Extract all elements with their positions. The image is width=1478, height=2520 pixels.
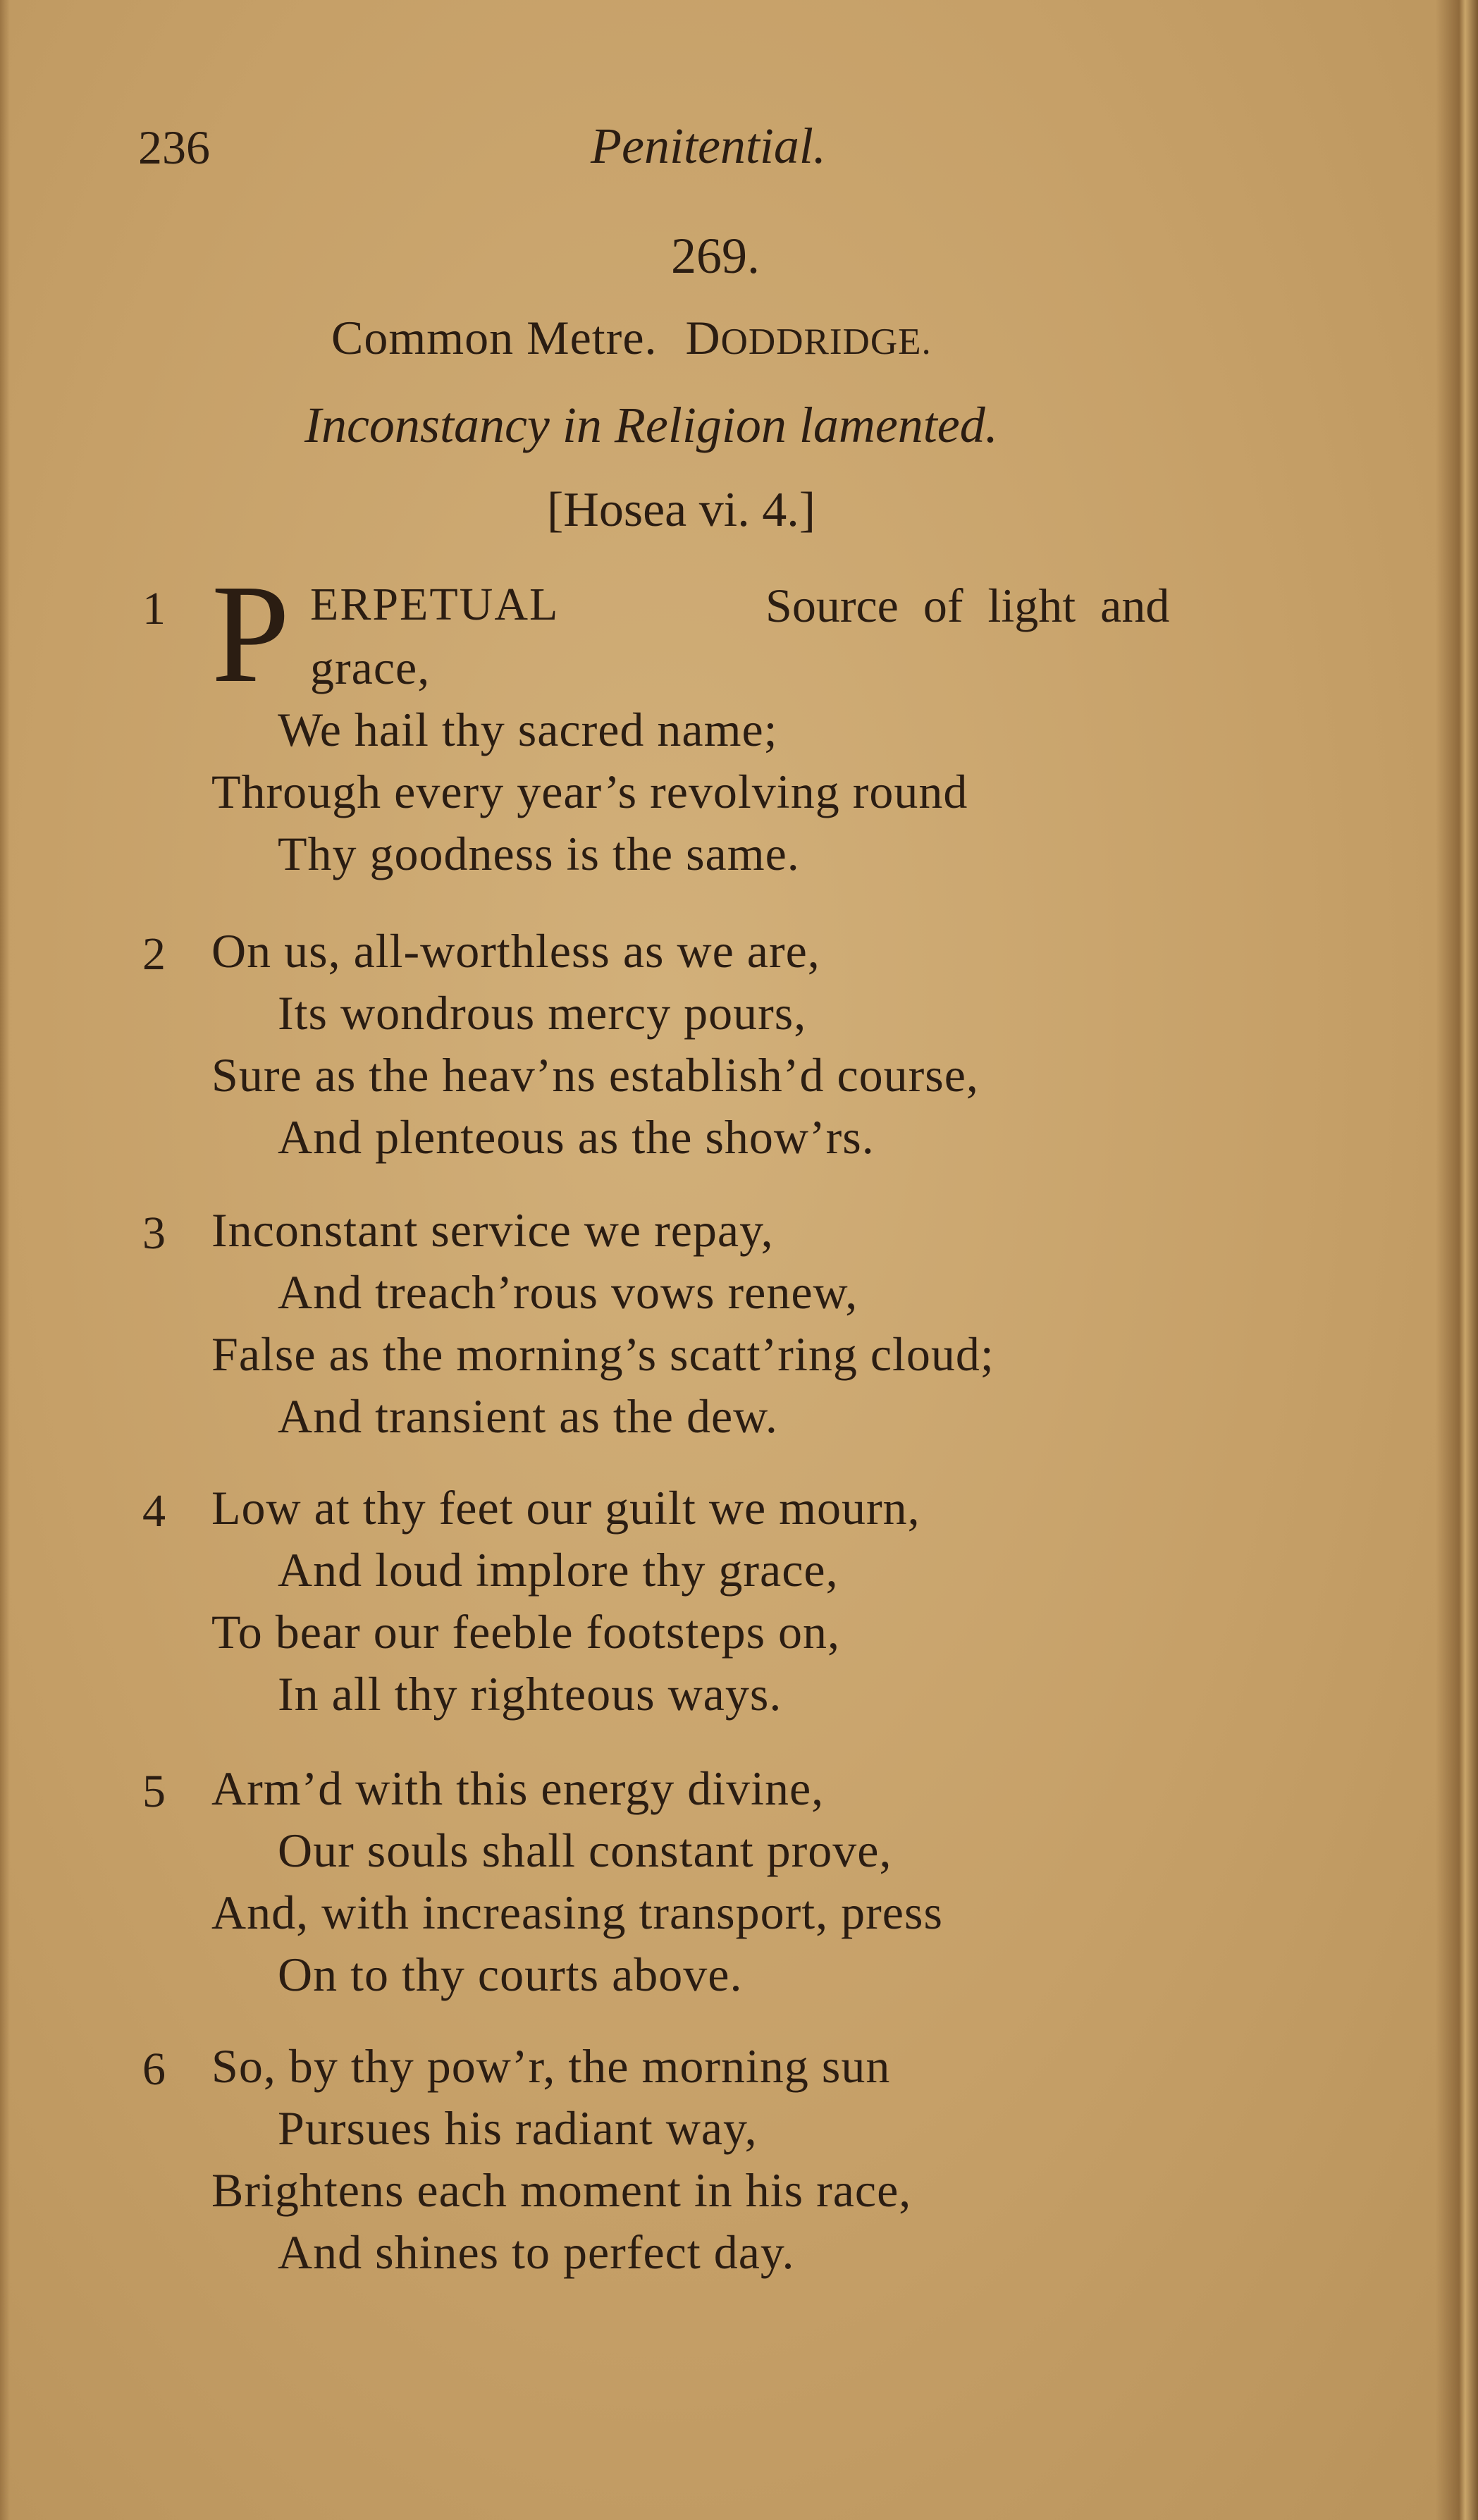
- metre: Common Metre.: [331, 311, 658, 364]
- verse-line: Inconstant service we repay,: [211, 1203, 774, 1257]
- page-number: 236: [138, 121, 210, 174]
- verse-line: And plenteous as the show’rs.: [278, 1110, 875, 1164]
- verse-line: Thy goodness is the same.: [278, 827, 800, 880]
- verse-number: 6: [142, 2043, 166, 2095]
- scripture-reference: [Hosea vi. 4.]: [547, 483, 816, 537]
- verse-line: Pursues his radiant way,: [278, 2101, 758, 2155]
- verse-line: In all thy righteous ways.: [278, 1667, 782, 1721]
- verse-number: 4: [142, 1485, 166, 1537]
- hymn-subject: Inconstancy in Religion lamented.: [304, 397, 998, 453]
- verse-line: Its wondrous mercy pours,: [278, 986, 807, 1040]
- verse-number: 1: [142, 583, 166, 634]
- verse-line: Brightens each moment in his race,: [211, 2163, 912, 2217]
- verse-line: And loud implore thy grace,: [278, 1543, 839, 1597]
- author: [686, 311, 932, 364]
- verse-first-word: ERPETUAL: [310, 579, 560, 630]
- verse-line: And treach’rous vows renew,: [278, 1265, 858, 1319]
- verse-line: Sure as the heav’ns establish’d course,: [211, 1048, 979, 1102]
- verse-number: 2: [142, 928, 166, 980]
- author-rest: ODDRIDGE.: [720, 321, 932, 362]
- verse-line: And shines to perfect day.: [278, 2225, 795, 2279]
- verse-line: Through every year’s revolving round: [211, 765, 968, 818]
- verse-line: On us, all-worthless as we are,: [211, 924, 820, 978]
- verse-line: So, by thy pow’r, the morning sun: [211, 2039, 891, 2093]
- page-right-edge: [1436, 0, 1478, 2520]
- verse-line: False as the morning’s scatt’ring cloud;: [211, 1327, 994, 1381]
- drop-cap: P: [211, 556, 290, 712]
- page-left-edge: [0, 0, 10, 2520]
- verse-line: Our souls shall constant prove,: [278, 1824, 892, 1877]
- verse-number: 5: [142, 1766, 166, 1817]
- verse-line: Source of light and: [765, 579, 1170, 632]
- verse-line: To bear our feeble footsteps on,: [211, 1605, 841, 1659]
- verse-number: 3: [142, 1207, 166, 1259]
- hymn-number: 269.: [671, 228, 760, 284]
- verse-line: grace,: [310, 641, 431, 694]
- author-initial: D: [685, 311, 721, 364]
- verse-line: And, with increasing transport, press: [211, 1886, 943, 1939]
- hymn-metre-line: [331, 310, 932, 366]
- verse-line: Arm’d with this energy divine,: [211, 1762, 825, 1815]
- verse-line: We hail thy sacred name;: [278, 703, 778, 756]
- verse-line: And transient as the dew.: [278, 1389, 778, 1443]
- verse-line: On to thy courts above.: [278, 1948, 743, 2001]
- running-title: Penitential.: [591, 118, 826, 174]
- verse-line: Low at thy feet our guilt we mourn,: [211, 1481, 920, 1535]
